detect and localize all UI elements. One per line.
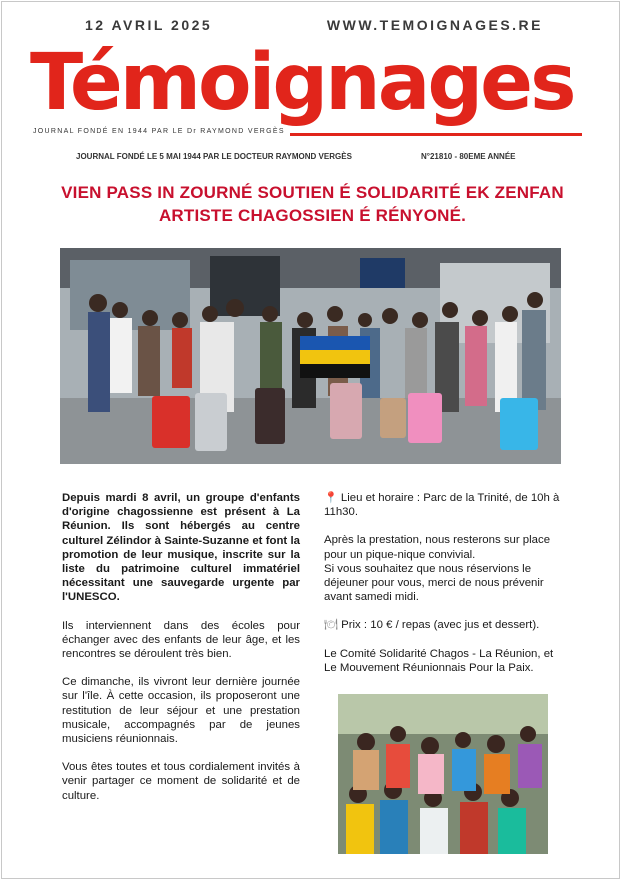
event-price-text: Prix : 10 € / repas (avec jus et dessert). bbox=[341, 619, 540, 632]
event-location-text: Lieu et horaire : Parc de la Trinité, de 10h à 11h30. bbox=[324, 492, 560, 519]
children-photo bbox=[338, 694, 548, 854]
article-paragraph: Ils interviennent dans des écoles pour échanger avec des enfants de leur âge, et les rencontres se déroulent très bien. bbox=[62, 619, 300, 661]
event-location bbox=[324, 491, 562, 519]
founded-line: JOURNAL FONDÉ LE 5 MAI 1944 PAR LE DOCTEUR RAYMOND VERGÈS bbox=[76, 152, 352, 161]
masthead-divider bbox=[290, 133, 582, 136]
issue-date: 12 AVRIL 2025 bbox=[85, 17, 213, 33]
headline-line-1: VIEN PASS IN ZOURNÉ SOUTIEN É SOLIDARITÉ EK ZENFAN bbox=[61, 183, 564, 202]
article-paragraph: Vous êtes toutes et tous cordialement invités à venir partager ce moment de solidarité et de culture. bbox=[62, 761, 300, 802]
issue-number: N°21810 - 80EME ANNÉE bbox=[421, 152, 516, 161]
article-right-column bbox=[324, 491, 562, 689]
meal-icon: 🍽 bbox=[324, 619, 338, 632]
newspaper-masthead: Témoignages bbox=[30, 38, 574, 128]
article-headline bbox=[40, 181, 585, 227]
group-photo bbox=[60, 248, 561, 464]
event-picnic: Après la prestation, nous resterons sur place pour un pique-nique convivial. bbox=[324, 534, 551, 561]
article-left-column bbox=[62, 491, 300, 817]
event-signature: Le Comité Solidarité Chagos - La Réunion, et Le Mouvement Réunionnais Pour la Paix. bbox=[324, 647, 554, 674]
article-paragraph: Ce dimanche, ils vivront leur dernière journée sur l'île. À cette occasion, ils proposeront une restitution de leur séjour et une prestation musicale, accompagnés par de jeunes musiciens réunionnais. bbox=[62, 676, 300, 746]
location-pin-icon: 📍 bbox=[324, 492, 338, 504]
article-lead-paragraph: Depuis mardi 8 avril, un groupe d'enfants d'origine chagossienne est présent à La Réunion. Ils sont hébergés au centre culturel Zélindor à Sainte-Suzanne et font la promotion de leur musique, inscrite sur la liste du patrimoine culturel immatériel nécessitant une sauvegarde urgente par l'UNESCO. bbox=[62, 492, 300, 604]
event-price bbox=[324, 618, 562, 632]
masthead-subtitle: JOURNAL FONDÉ EN 1944 PAR LE Dr RAYMOND VERGÈS bbox=[33, 128, 285, 135]
event-reservation: Si vous souhaitez que nous réservions le déjeuner pour vous, merci de nous prévenir avant samedi midi. bbox=[324, 562, 544, 604]
website-link[interactable]: WWW.TEMOIGNAGES.RE bbox=[326, 17, 543, 33]
headline-line-2: ARTISTE CHAGOSSIEN É RÉNYONÉ. bbox=[158, 206, 467, 225]
